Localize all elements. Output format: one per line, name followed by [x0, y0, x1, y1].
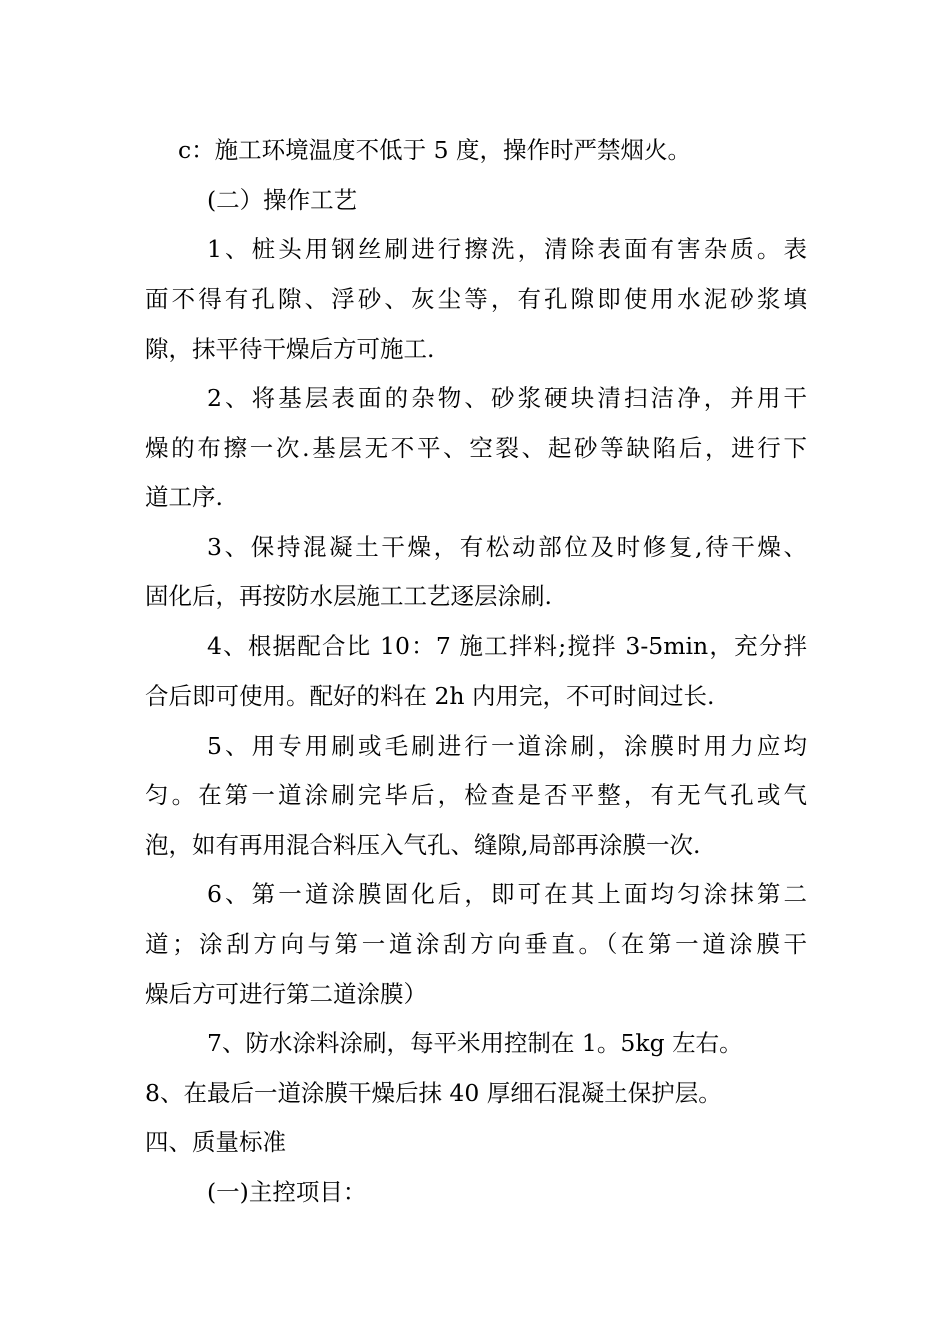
- text-line-step2-a: 2、将基层表面的杂物、砂浆硬块清扫洁净，并用干: [207, 384, 807, 412]
- text-line-environment: c：施工环境温度不低于 5 度，操作时严禁烟火。: [178, 136, 692, 164]
- text-line-step6-c: 燥后方可进行第二道涂膜）: [145, 980, 427, 1008]
- text-line-step7: 7、防水涂料涂刷，每平米用控制在 1。5kg 左右。: [207, 1029, 743, 1057]
- text-line-step5-a: 5、用专用刷或毛刷进行一道涂刷，涂膜时用力应均: [207, 732, 807, 760]
- subsection-heading-main-items: (一)主控项目：: [207, 1178, 367, 1206]
- text-line-step6-a: 6、第一道涂膜固化后，即可在其上面均匀涂抹第二: [207, 880, 807, 908]
- text-line-step4-a: 4、根据配合比 10：7 施工拌料;搅拌 3-5min，充分拌: [207, 632, 807, 660]
- text-line-step1-b: 面不得有孔隙、浮砂、灰尘等，有孔隙即使用水泥砂浆填: [145, 285, 807, 313]
- text-line-step6-b: 道；涂刮方向与第一道涂刮方向垂直。（在第一道涂膜干: [145, 930, 807, 958]
- text-line-step2-c: 道工序.: [145, 483, 223, 511]
- text-line-step4-b: 合后即可使用。配好的料在 2h 内用完，不可时间过长.: [145, 682, 715, 710]
- text-line-step8: 8、在最后一道涂膜干燥后抹 40 厚细石混凝土保护层。: [145, 1079, 722, 1107]
- section-heading-quality: 四、质量标准: [145, 1128, 286, 1156]
- text-line-step5-c: 泡，如有再用混合料压入气孔、缝隙,局部再涂膜一次.: [145, 831, 701, 859]
- section-heading-process: (二）操作工艺: [207, 186, 358, 214]
- text-line-step1-c: 隙，抹平待干燥后方可施工.: [145, 335, 435, 363]
- text-line-step1-a: 1、桩头用钢丝刷进行擦洗，清除表面有害杂质。表: [207, 235, 807, 263]
- text-line-step5-b: 匀。在第一道涂刷完毕后，检查是否平整，有无气孔或气: [145, 781, 807, 809]
- text-line-step2-b: 燥的布擦一次.基层无不平、空裂、起砂等缺陷后，进行下: [145, 434, 807, 462]
- text-line-step3-a: 3、保持混凝土干燥，有松动部位及时修复,待干燥、: [207, 533, 807, 561]
- text-line-step3-b: 固化后，再按防水层施工工艺逐层涂刷.: [145, 582, 552, 610]
